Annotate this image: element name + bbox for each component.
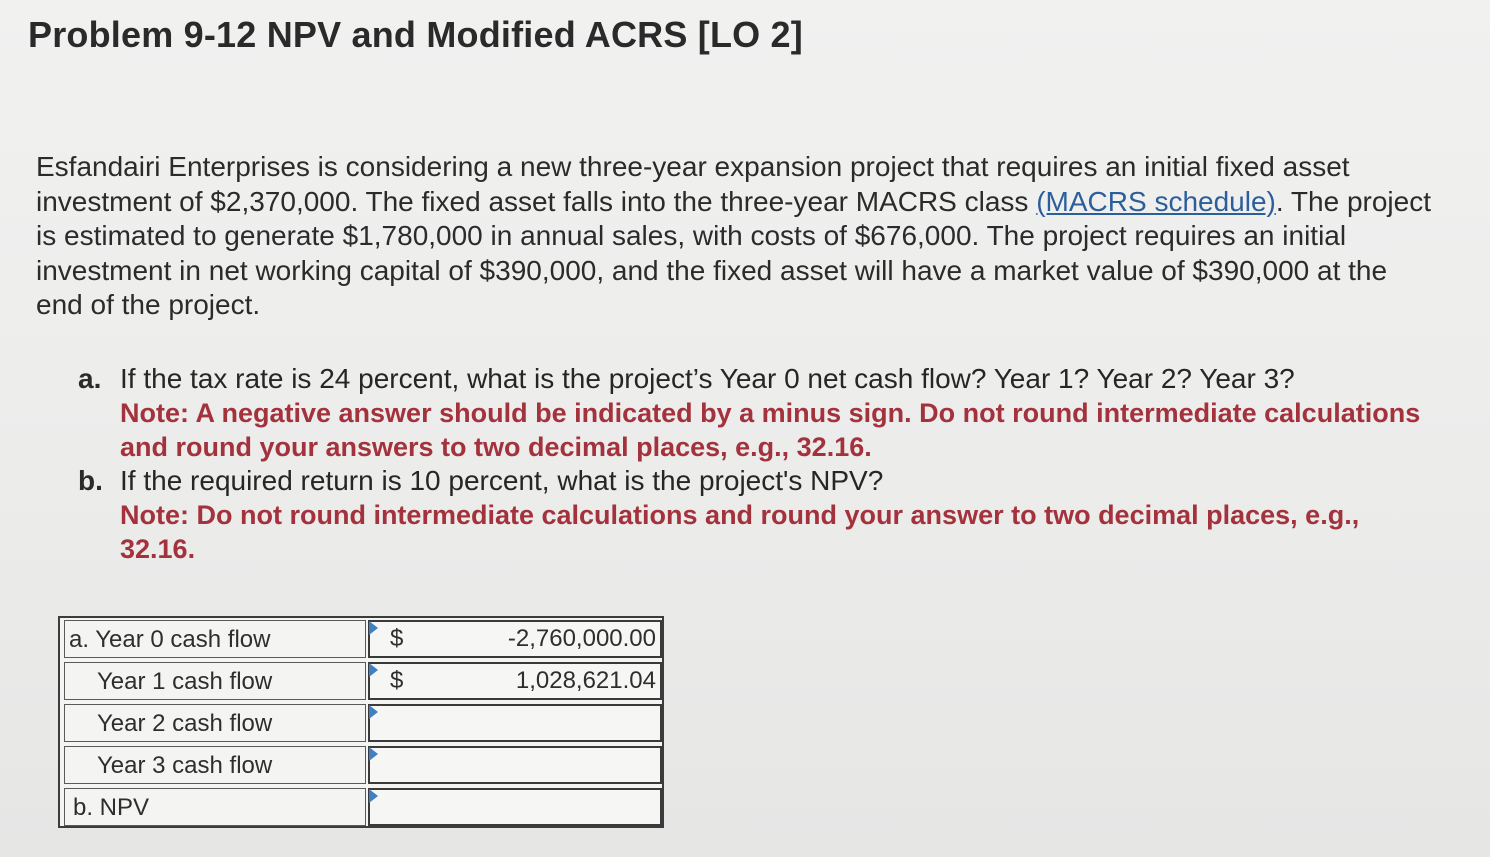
input-marker-icon	[369, 705, 378, 719]
input-marker-icon	[369, 663, 378, 677]
question-list	[78, 362, 1488, 566]
question-b-note-line-2: 32.16.	[120, 534, 196, 564]
question-a-letter: a.	[78, 363, 102, 394]
answer-row-year-2	[60, 702, 662, 744]
answer-label-year-0: a. Year 0 cash flow	[64, 620, 366, 658]
answer-row-year-1	[60, 660, 662, 702]
question-b-text: If the required return is 10 percent, what is the project's NPV?	[120, 465, 884, 496]
question-b-note	[120, 498, 1488, 566]
answer-cell-year-1	[368, 662, 662, 700]
question-a	[78, 362, 1488, 464]
intro-line-1: Esfandairi Enterprises is considering a new three-year expansion project that requires an initial fixed asset	[36, 151, 1350, 182]
answer-row-year-0	[60, 618, 662, 660]
problem-statement	[36, 150, 1486, 323]
intro-line-4: investment in net working capital of $390,000, and the fixed asset will have a market value of $390,000 at the	[36, 254, 1388, 286]
question-b	[78, 464, 1488, 566]
intro-line-5: end of the project.	[36, 289, 261, 321]
answer-row-npv	[60, 786, 662, 828]
year-2-cash-flow-input[interactable]	[426, 708, 656, 738]
currency-symbol: $	[390, 667, 404, 694]
year-3-cash-flow-input[interactable]	[426, 750, 656, 780]
npv-input[interactable]	[426, 792, 656, 822]
year-0-cash-flow-input[interactable]	[426, 624, 656, 654]
input-marker-icon	[369, 621, 378, 635]
question-a-note-line-2: and round your answers to two decimal places, e.g., 32.16.	[120, 432, 872, 462]
answer-label-year-1: Year 1 cash flow	[64, 662, 366, 700]
question-b-letter: b.	[78, 465, 103, 496]
intro-line-3: is estimated to generate $1,780,000 in annual sales, with costs of $676,000. The project requires an initial	[36, 220, 1347, 252]
answer-cell-year-0	[368, 620, 662, 658]
answer-label-year-2: Year 2 cash flow	[64, 704, 366, 742]
question-a-note	[120, 396, 1488, 464]
question-a-note-line-1: Note: A negative answer should be indicated by a minus sign. Do not round intermediate calculations	[120, 398, 1421, 428]
question-b-note-line-1: Note: Do not round intermediate calculations and round your answer to two decimal places, e.g.,	[120, 500, 1360, 530]
answer-cell-npv	[368, 788, 662, 826]
macrs-schedule-link[interactable]: (MACRS schedule)	[1036, 185, 1276, 217]
answer-table	[58, 616, 664, 828]
problem-title: Problem 9-12 NPV and Modified ACRS [LO 2]	[28, 14, 803, 55]
question-a-text: If the tax rate is 24 percent, what is the project’s Year 0 net cash flow? Year 1? Year 2? Year 3?	[120, 363, 1295, 394]
answer-cell-year-3	[368, 746, 662, 784]
answer-cell-year-2	[368, 704, 662, 742]
input-marker-icon	[369, 747, 378, 761]
intro-line-2	[36, 185, 1486, 220]
intro-line-2-text: investment of $2,370,000. The fixed asset falls into the three-year MACRS class	[36, 185, 1037, 217]
intro-line-2-tail: . The project	[1275, 185, 1431, 217]
answer-label-npv: b. NPV	[64, 788, 366, 826]
currency-symbol: $	[390, 625, 404, 652]
year-1-cash-flow-input[interactable]	[426, 666, 656, 696]
answer-row-year-3	[60, 744, 662, 786]
input-marker-icon	[369, 789, 378, 803]
answer-label-year-3: Year 3 cash flow	[64, 746, 366, 784]
